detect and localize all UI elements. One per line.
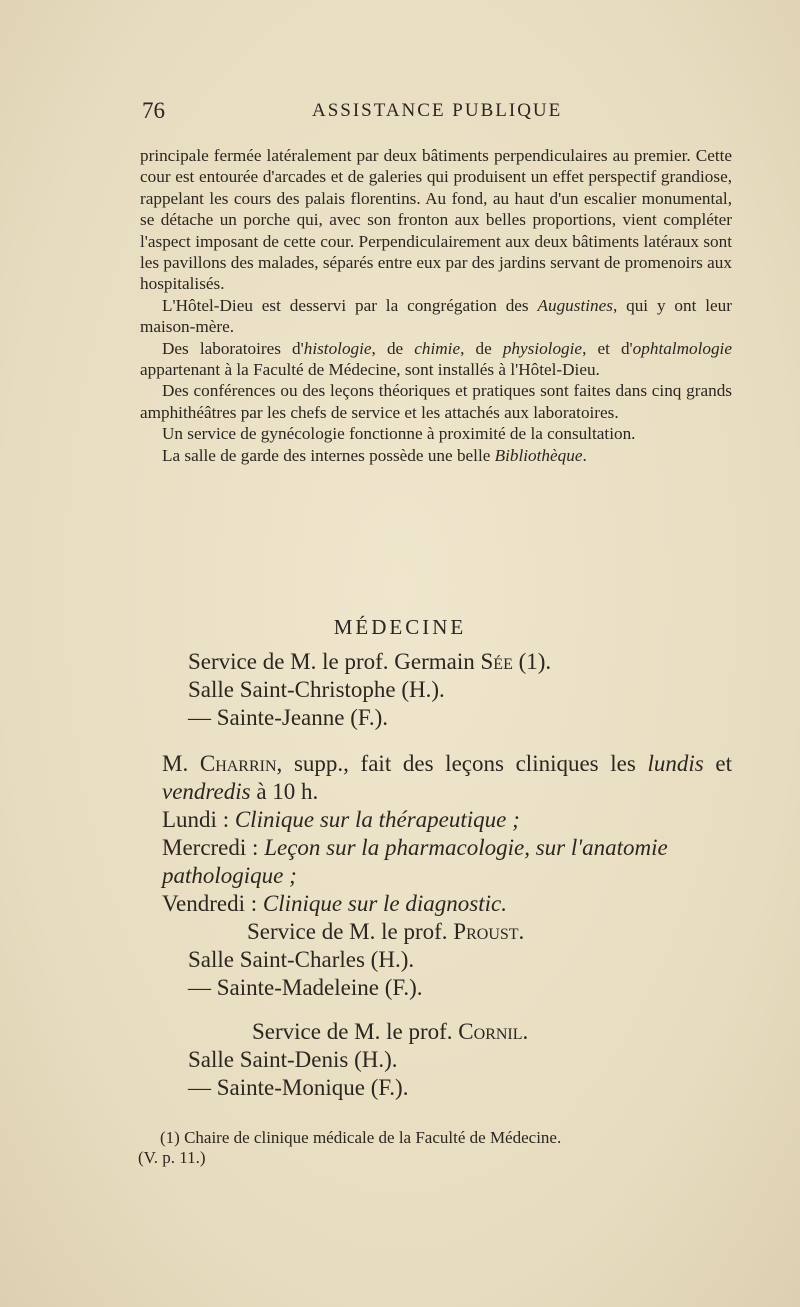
paragraph-bibliotheque [140,445,732,466]
text-run: (1). [512,649,552,674]
intro-text [140,145,732,466]
text-run: M. [162,751,200,776]
text-run: à 10 h. [250,779,319,804]
schedule-vendredi [140,890,732,918]
text-run: et [703,751,732,776]
text-run: . [522,1019,529,1044]
paragraph-conferences: Des conférences ou des leçons théoriques et pratiques sont faites dans cinq grands amphithéâtres par les chefs de service et les attachés aux laboratoires. [140,381,732,422]
lesson-topic: Clinique sur la thérapeutique ; [234,807,520,832]
text-run: , de [371,338,415,358]
augustines-italic: Augustines [537,295,613,315]
vendredis-italic: vendredis [162,779,251,804]
lesson-topic: Leçon sur la pharmacologie, sur l'anatomie pathologique ; [162,835,668,888]
salle-hommes: Salle Saint-Christophe (H.). [188,677,445,702]
text-run: , de [460,338,503,358]
text-run: . [518,919,525,944]
paragraph-gynecologie: Un service de gynécologie fonctionne à proximité de la consultation. [162,424,636,444]
service-heading [140,1018,740,1046]
text-run: , qui y ont leur maison-mère. [140,295,733,337]
salle-femmes: — Sainte-Madeleine (F.). [188,975,423,1000]
salle-hommes: Salle Saint-Charles (H.). [188,947,415,972]
text-run: Service de M. le prof. [252,1019,459,1044]
charrin-paragraph [140,750,732,806]
section-title: MÉDECINE [333,615,467,639]
text-run: , supp., fait des leçons cliniques les [276,751,648,776]
service-heading [140,648,740,676]
physiologie-italic: physiologie [502,338,583,358]
text-run: L'Hôtel-Dieu est desservi par la congrégation des [162,295,538,315]
day-label: Lundi : [162,807,235,832]
service-proust [140,918,740,1002]
text-run: . [582,445,587,465]
schedule-lundi [140,806,732,834]
salle-femmes: — Sainte-Jeanne (F.). [188,705,388,730]
salle-hommes: Salle Saint-Denis (H.). [188,1047,398,1072]
salle-femmes: — Sainte-Monique (F.). [188,1075,409,1100]
footnote [138,1128,738,1168]
schedule-mercredi [140,834,732,890]
chimie-italic: chimie [414,338,461,358]
ophtalmologie-italic: ophtalmologie [632,338,732,358]
service-heading [140,918,740,946]
paragraph-laboratories [140,338,732,381]
schedule-charrin [140,750,732,918]
service-cornil [140,1018,740,1102]
running-title: ASSISTANCE PUBLIQUE [312,100,563,121]
bibliotheque-italic: Bibliothèque [494,445,583,465]
page-header [142,98,732,128]
footnote-line: (1) Chaire de clinique médicale de la Faculté de Médecine. [160,1128,562,1147]
day-label: Vendredi : [162,891,263,916]
text-run: Service de M. le prof. Germain [188,649,481,674]
text-run: La salle de garde des internes possède une belle [162,445,495,465]
lundis-italic: lundis [647,751,704,776]
text-run: Des laboratoires d' [162,338,304,358]
text-run: appartenant à la Faculté de Médecine, sont installés à l'Hôtel-Dieu. [140,360,600,380]
substitute-name: Charrin [199,751,277,776]
text-run: , et d' [582,338,633,358]
paragraph-congregation [140,295,732,338]
lesson-topic: Clinique sur le diagnostic. [262,891,507,916]
day-label: Mercredi : [162,835,265,860]
service-see [140,648,740,732]
professor-name: Proust [453,919,519,944]
footnote-reference: (V. p. 11.) [138,1148,206,1167]
professor-name: Sée [480,649,513,674]
page-number: 76 [142,98,165,123]
histologie-italic: histologie [303,338,372,358]
paragraph-courtyard: principale fermée latéralement par deux bâtiments perpendiculaires au premier. Cette cour est entourée d'arcades et de galeries qui produisent un effet perspectif grandiose, rappelant les cours des palais florentins. Au fond, au haut d'un escalier monumental, se détache un porche qui, avec son fronton aux belles proportions, vient compléter l'aspect imposant de cette cour. Perpendiculairement aux deux bâtiments latéraux sont les pavillons des malades, séparés entre eux par des jardins servant de promenoirs aux hospitalisés. [140,146,732,294]
professor-name: Cornil [458,1019,523,1044]
text-run: Service de M. le prof. [247,919,454,944]
